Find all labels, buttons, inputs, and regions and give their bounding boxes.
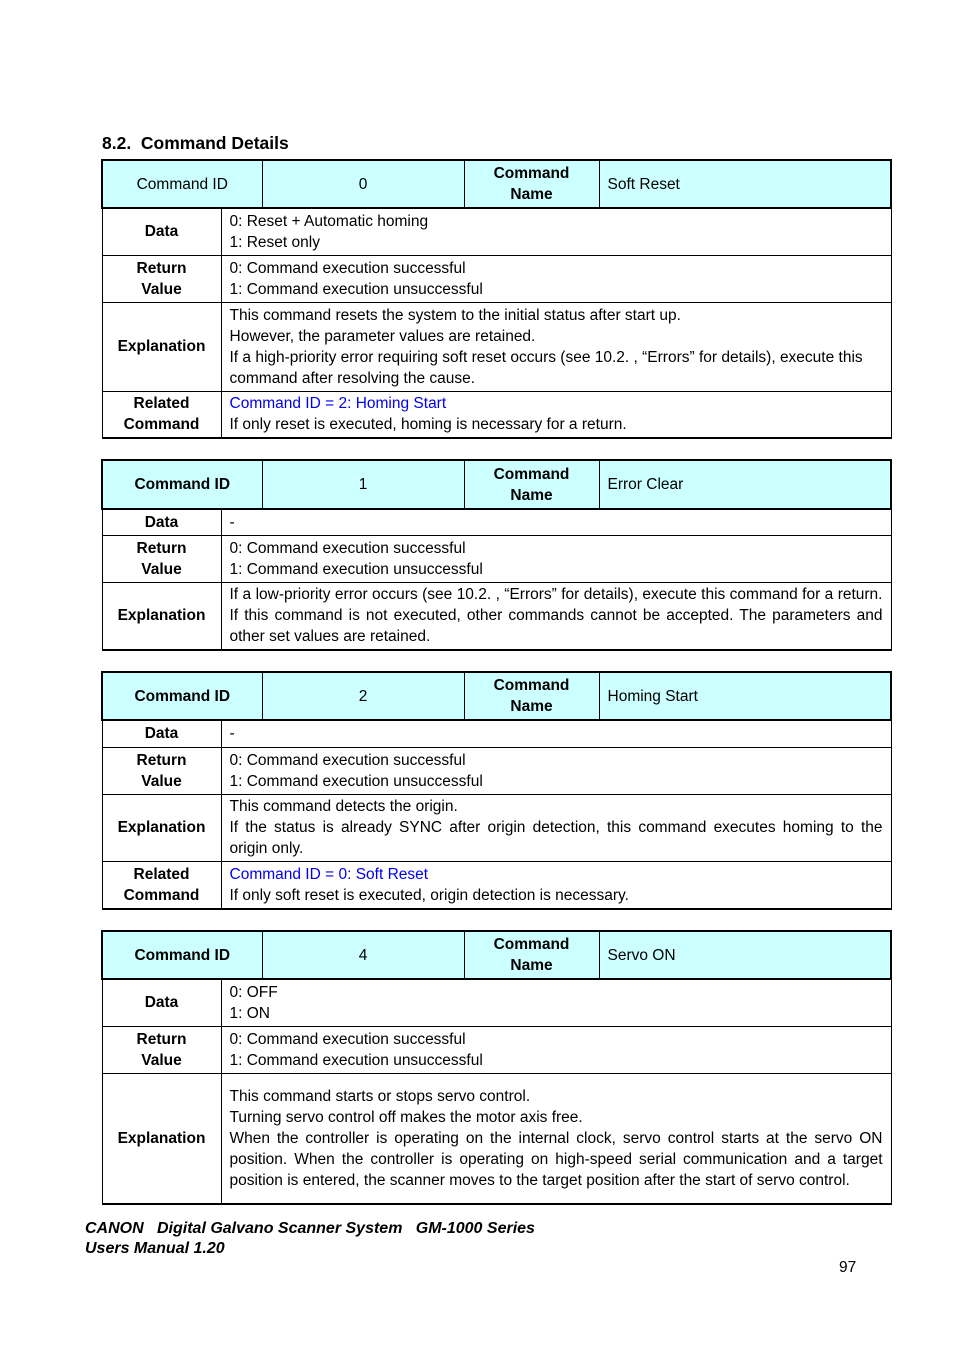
related-command-link[interactable]: Command ID = 2: Homing Start xyxy=(229,395,447,413)
explanation-text: If a low-priority error occurs (see 10.2. , “Errors” for details), execute this command for a return. If this command is not executed, other commands cannot be accepted. The parameters and other set values are retained. xyxy=(221,582,891,650)
command-id-label: Command ID xyxy=(102,160,262,208)
data-value: 0: Reset + Automatic homing 1: Reset only xyxy=(221,208,891,255)
data-label: Data xyxy=(102,979,221,1026)
command-name-value: Homing Start xyxy=(599,672,891,720)
footer-manual-version: Users Manual 1.20 xyxy=(85,1240,225,1257)
return-value: 0: Command execution successful 1: Command execution unsuccessful xyxy=(221,255,891,302)
explanation-text: This command starts or stops servo control. Turning servo control off makes the motor axis free. When the controller is operating on the internal clock, servo control starts at the servo ON position. When the controller is operating on high-speed serial communication and a target position is entered, the scanner moves to the target position after the start of servo control. xyxy=(221,1073,891,1204)
command-table-servo-on xyxy=(101,930,892,1205)
explanation-label: Explanation xyxy=(102,582,221,650)
command-name-label: Command Name xyxy=(464,931,599,979)
explanation-label: Explanation xyxy=(102,794,221,861)
command-name-value: Error Clear xyxy=(599,460,891,509)
command-table-error-clear xyxy=(101,459,892,651)
command-name-value: Soft Reset xyxy=(599,160,891,208)
command-name-label: Command Name xyxy=(464,460,599,509)
data-label: Data xyxy=(102,720,221,747)
return-value: 0: Command execution successful 1: Command execution unsuccessful xyxy=(221,1026,891,1073)
related-command-link[interactable]: Command ID = 0: Soft Reset xyxy=(229,865,429,883)
explanation-text: This command detects the origin. If the status is already SYNC after origin detection, this command executes homing to the origin only. xyxy=(221,794,891,861)
return-value-label: Return Value xyxy=(102,1026,221,1073)
return-value-label: Return Value xyxy=(102,535,221,582)
command-id-value: 1 xyxy=(262,460,464,509)
related-command: Command ID = 0: Soft Reset If only soft reset is executed, origin detection is necessary. xyxy=(221,861,891,909)
data-value: 0: OFF 1: ON xyxy=(221,979,891,1026)
command-name-value: Servo ON xyxy=(599,931,891,979)
related-command-label: Related Command xyxy=(102,861,221,909)
return-value-label: Return Value xyxy=(102,747,221,794)
section-title: 8.2. Command Details xyxy=(102,133,289,153)
footer-product-line: CANON Digital Galvano Scanner System GM-1000 Series xyxy=(85,1220,535,1237)
data-label: Data xyxy=(102,208,221,255)
explanation-label: Explanation xyxy=(102,1073,221,1204)
command-id-value: 0 xyxy=(262,160,464,208)
related-command: Command ID = 2: Homing Start If only reset is executed, homing is necessary for a return. xyxy=(221,391,891,438)
page-number: 97 xyxy=(839,1259,857,1276)
explanation-text: This command resets the system to the initial status after start up. However, the parameter values are retained. If a high-priority error requiring soft reset occurs (see 10.2. , “Errors” for details), execute this command after resolving the cause. xyxy=(221,302,891,391)
command-id-label: Command ID xyxy=(102,460,262,509)
data-label: Data xyxy=(102,509,221,535)
return-value: 0: Command execution successful 1: Command execution unsuccessful xyxy=(221,747,891,794)
command-id-value: 2 xyxy=(262,672,464,720)
explanation-label: Explanation xyxy=(102,302,221,391)
data-value: - xyxy=(221,720,891,747)
command-name-label: Command Name xyxy=(464,160,599,208)
command-name-label: Command Name xyxy=(464,672,599,720)
command-table-homing-start xyxy=(101,671,892,910)
command-table-soft-reset xyxy=(101,159,892,439)
related-command-label: Related Command xyxy=(102,391,221,438)
data-value: - xyxy=(221,509,891,535)
footer xyxy=(85,1219,535,1259)
return-value-label: Return Value xyxy=(102,255,221,302)
command-id-value: 4 xyxy=(262,931,464,979)
command-id-label: Command ID xyxy=(102,672,262,720)
return-value: 0: Command execution successful 1: Command execution unsuccessful xyxy=(221,535,891,582)
command-id-label: Command ID xyxy=(102,931,262,979)
